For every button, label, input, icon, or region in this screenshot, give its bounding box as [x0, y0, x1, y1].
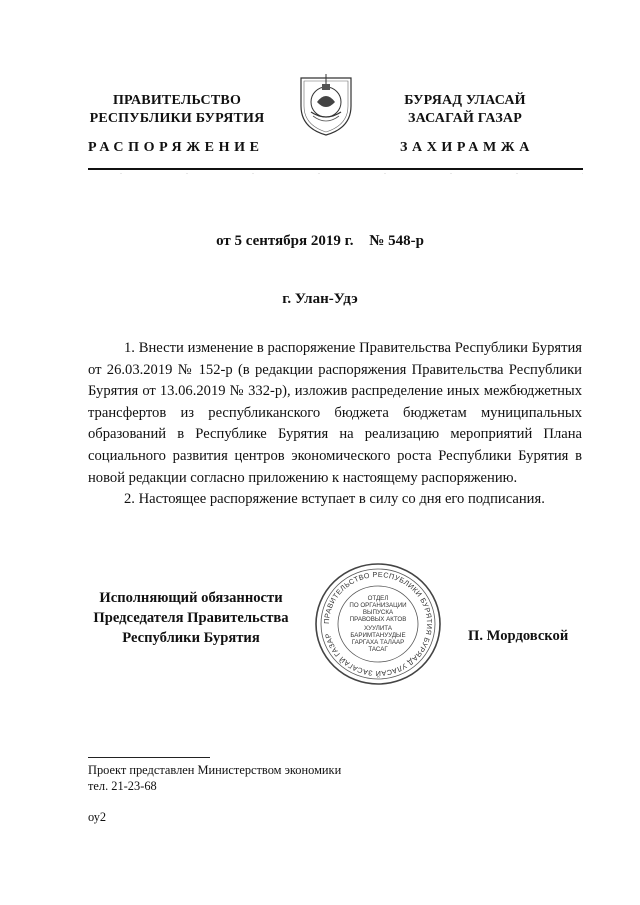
seal-center-line-7: ГАРГАХА ТАЛААР	[351, 639, 405, 646]
paragraph-2: 2. Настоящее распоряжение вступает в силу со дня его подписания.	[124, 491, 545, 508]
seal-center-line-5: ХУУЛИТА	[364, 625, 392, 632]
order-number: № 548-р	[369, 233, 424, 249]
document-kind-russian: РАСПОРЯЖЕНИЕ	[88, 140, 264, 155]
seal-ring-text: ПРАВИТЕЛЬСТВО РЕСПУБЛИКИ БУРЯТИЯ БУРЯАД УЛАСАЙ ЗАСАГАЙ ГАЗАР	[321, 569, 435, 679]
order-date-number	[0, 233, 640, 250]
header-left-line-1: ПРАВИТЕЛЬСТВО	[112, 93, 242, 108]
official-seal-icon	[312, 560, 444, 688]
header-right-line-2: ЗАСАГАЙ ГАЗАР	[407, 111, 522, 126]
signatory-name: П. Мордовской	[468, 628, 569, 644]
header-dotted-divider	[88, 173, 583, 174]
government-name-russian	[62, 92, 292, 128]
seal-center-line-3: ВЫПУСКА	[362, 609, 394, 616]
seal-center-line-4: ПРАВОВЫХ АКТОВ	[349, 616, 407, 623]
signatory-position-line-3: Республики Бурятия	[122, 630, 260, 646]
footer-code: оу2	[88, 810, 107, 824]
order-date: от 5 сентября 2019 г.	[216, 233, 354, 249]
document-kind-buryat: ЗАХИРАМЖА	[400, 140, 534, 155]
signatory-position	[84, 588, 298, 648]
footer-divider	[88, 757, 210, 758]
seal-center-line-6: БАРИМТАНУУДЫЕ	[350, 632, 406, 639]
government-name-buryat	[350, 92, 580, 128]
signatory-position-line-2: Председателя Правительства	[93, 610, 289, 626]
seal-center-line-1: ОТДЕЛ	[367, 595, 389, 602]
footer-note	[88, 762, 341, 794]
order-city: г. Улан-Удэ	[282, 291, 358, 307]
footer-phone: тел. 21-23-68	[88, 779, 157, 793]
seal-center-line-2: ПО ОРГАНИЗАЦИИ	[349, 602, 407, 609]
header-right-line-1: БУРЯАД УЛАСАЙ	[404, 93, 526, 108]
header-divider	[88, 168, 583, 170]
header-left-line-2: РЕСПУБЛИКИ БУРЯТИЯ	[89, 111, 265, 126]
footer-prepared-by: Проект представлен Министерством экономики	[88, 763, 342, 777]
signatory-position-line-1: Исполняющий обязанности	[99, 590, 283, 606]
coat-of-arms-icon	[295, 72, 357, 138]
order-body	[88, 338, 582, 511]
paragraph-1: 1. Внести изменение в распоряжение Правительства Республики Бурятия от 26.03.2019 № 152-р (в редакции распоряжения Правительства Республики Бурятия от 13.06.2019 № 332-р), изложив распределение иных межбюджетных трансфертов из республиканского бюджета бюджетам муниципальных образований в Республике Бурятия на реализацию мероприятий Плана социального развития центров экономического роста Республики Бурятия в новой редакции согласно приложению к настоящему распоряжению.	[88, 340, 582, 486]
seal-center-line-8: ТАСАГ	[368, 646, 388, 653]
